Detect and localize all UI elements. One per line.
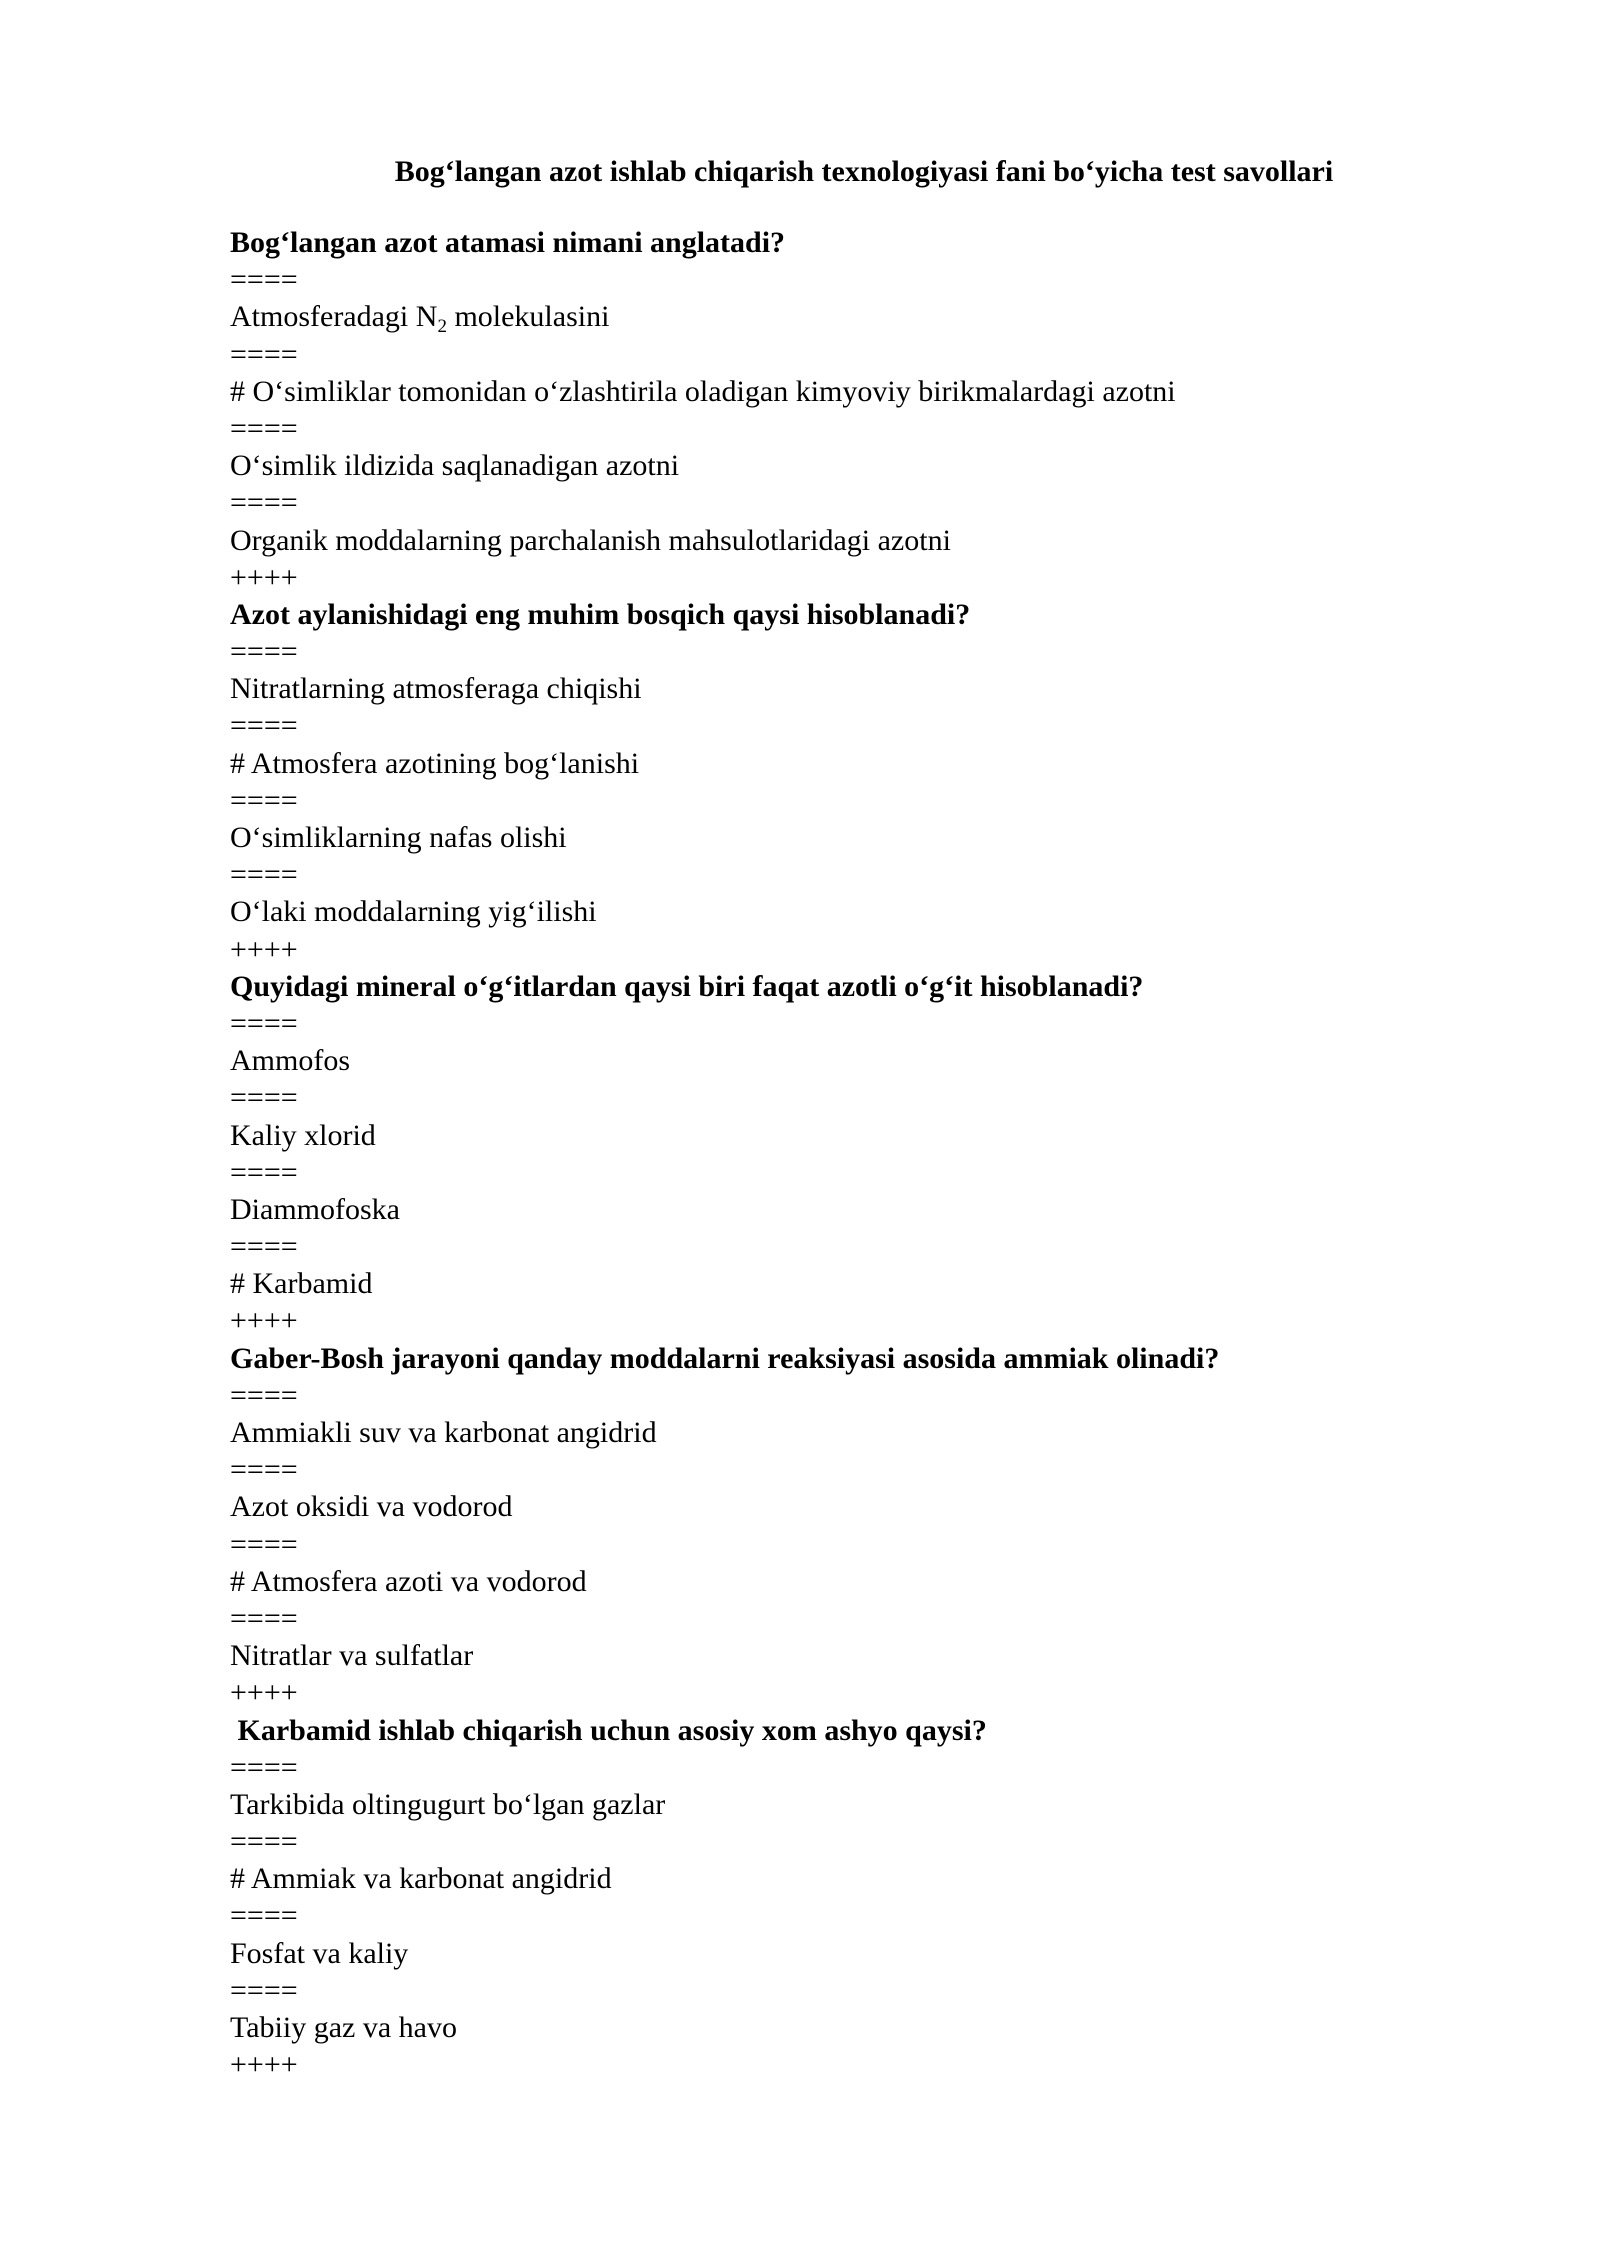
answer-option: Tarkibida oltingugurt bo‘lgan gazlar: [230, 1787, 666, 1821]
answer-option-correct: # Ammiak va karbonat angidrid: [230, 1862, 612, 1896]
answer-option: Nitratlar va sulfatlar: [230, 1639, 474, 1673]
answer-option-correct: # Atmosfera azoti va vodorod: [230, 1564, 587, 1598]
answer-option: Ammiakli suv va karbonat angidrid: [230, 1416, 657, 1449]
question-block: [230, 1340, 1470, 1712]
question-block: [230, 224, 1470, 596]
block-end-separator: ++++: [230, 2048, 298, 2082]
option-separator: ====: [230, 1973, 298, 2007]
option-separator: ====: [230, 783, 298, 817]
option-separator: ====: [230, 1453, 298, 1487]
answer-option: Tabiiy gaz va havo: [230, 2011, 457, 2044]
option-text: Atmosferadagi N: [230, 300, 438, 334]
subscript: 2: [437, 316, 447, 338]
option-separator: ====: [230, 1230, 298, 1264]
answer-option: Ammofos: [230, 1044, 350, 1078]
question-block: [230, 596, 1470, 968]
block-end-separator: ++++: [230, 1304, 298, 1338]
answer-option-correct: # Atmosfera azotining bog‘lanishi: [230, 746, 640, 780]
answer-option-correct: # Karbamid: [230, 1267, 373, 1301]
answer-option: Nitratlarning atmosferaga chiqishi: [230, 672, 642, 706]
block-end-separator: ++++: [230, 1676, 298, 1710]
option-separator: ====: [230, 635, 298, 669]
answer-option: Diammofoska: [230, 1192, 400, 1226]
option-separator: ====: [230, 1006, 298, 1040]
option-separator: ====: [230, 858, 298, 892]
option-separator: ====: [230, 486, 298, 520]
option-separator: ====: [230, 1081, 298, 1115]
option-separator: ====: [230, 263, 298, 297]
answer-option: Organik moddalarning parchalanish mahsulotlaridagi azotni: [230, 523, 951, 557]
answer-option: O‘laki moddalarning yig‘ilishi: [230, 895, 597, 929]
option-text: molekulasini: [446, 300, 610, 334]
option-separator: ====: [230, 1601, 298, 1635]
option-separator: ====: [230, 337, 298, 371]
answer-option: [230, 298, 1470, 338]
option-separator: ====: [230, 1527, 298, 1561]
question-text: Bog‘langan azot atamasi nimani anglatadi?: [230, 226, 786, 259]
option-separator: ====: [230, 1825, 298, 1859]
block-end-separator: ++++: [230, 932, 298, 966]
answer-option: Kaliy xlorid: [230, 1118, 376, 1152]
document-title: Bog‘langan azot ishlab chiqarish texnologiyasi fani bo‘yicha test savollari: [394, 155, 1334, 188]
option-separator: ====: [230, 1899, 298, 1933]
answer-option: O‘simliklarning nafas olishi: [230, 821, 567, 854]
answer-option: O‘simlik ildizida saqlanadigan azotni: [230, 449, 680, 483]
question-text: Quyidagi mineral o‘g‘itlardan qaysi biri faqat azotli o‘g‘it hisoblanadi?: [230, 969, 1144, 1003]
question-text: Karbamid ishlab chiqarish uchun asosiy xom ashyo qaysi?: [230, 1713, 987, 1747]
question-block: [230, 968, 1470, 1340]
answer-option-correct: # O‘simliklar tomonidan o‘zlashtirila oladigan kimyoviy birikmalardagi azotni: [230, 374, 1176, 408]
question-text: Azot aylanishidagi eng muhim bosqich qaysi hisoblanadi?: [230, 597, 971, 631]
block-end-separator: ++++: [230, 560, 298, 594]
option-separator: ====: [230, 1378, 298, 1412]
question-text: Gaber-Bosh jarayoni qanday moddalarni reaksiyasi asosida ammiak olinadi?: [230, 1341, 1220, 1375]
option-separator: ====: [230, 709, 298, 743]
question-list: [230, 224, 1470, 2083]
question-block: [230, 1712, 1470, 2084]
option-separator: ====: [230, 1155, 298, 1189]
option-separator: ====: [230, 411, 298, 445]
answer-option: Fosfat va kaliy: [230, 1936, 409, 1970]
option-separator: ====: [230, 1750, 298, 1784]
answer-option: Azot oksidi va vodorod: [230, 1490, 513, 1524]
